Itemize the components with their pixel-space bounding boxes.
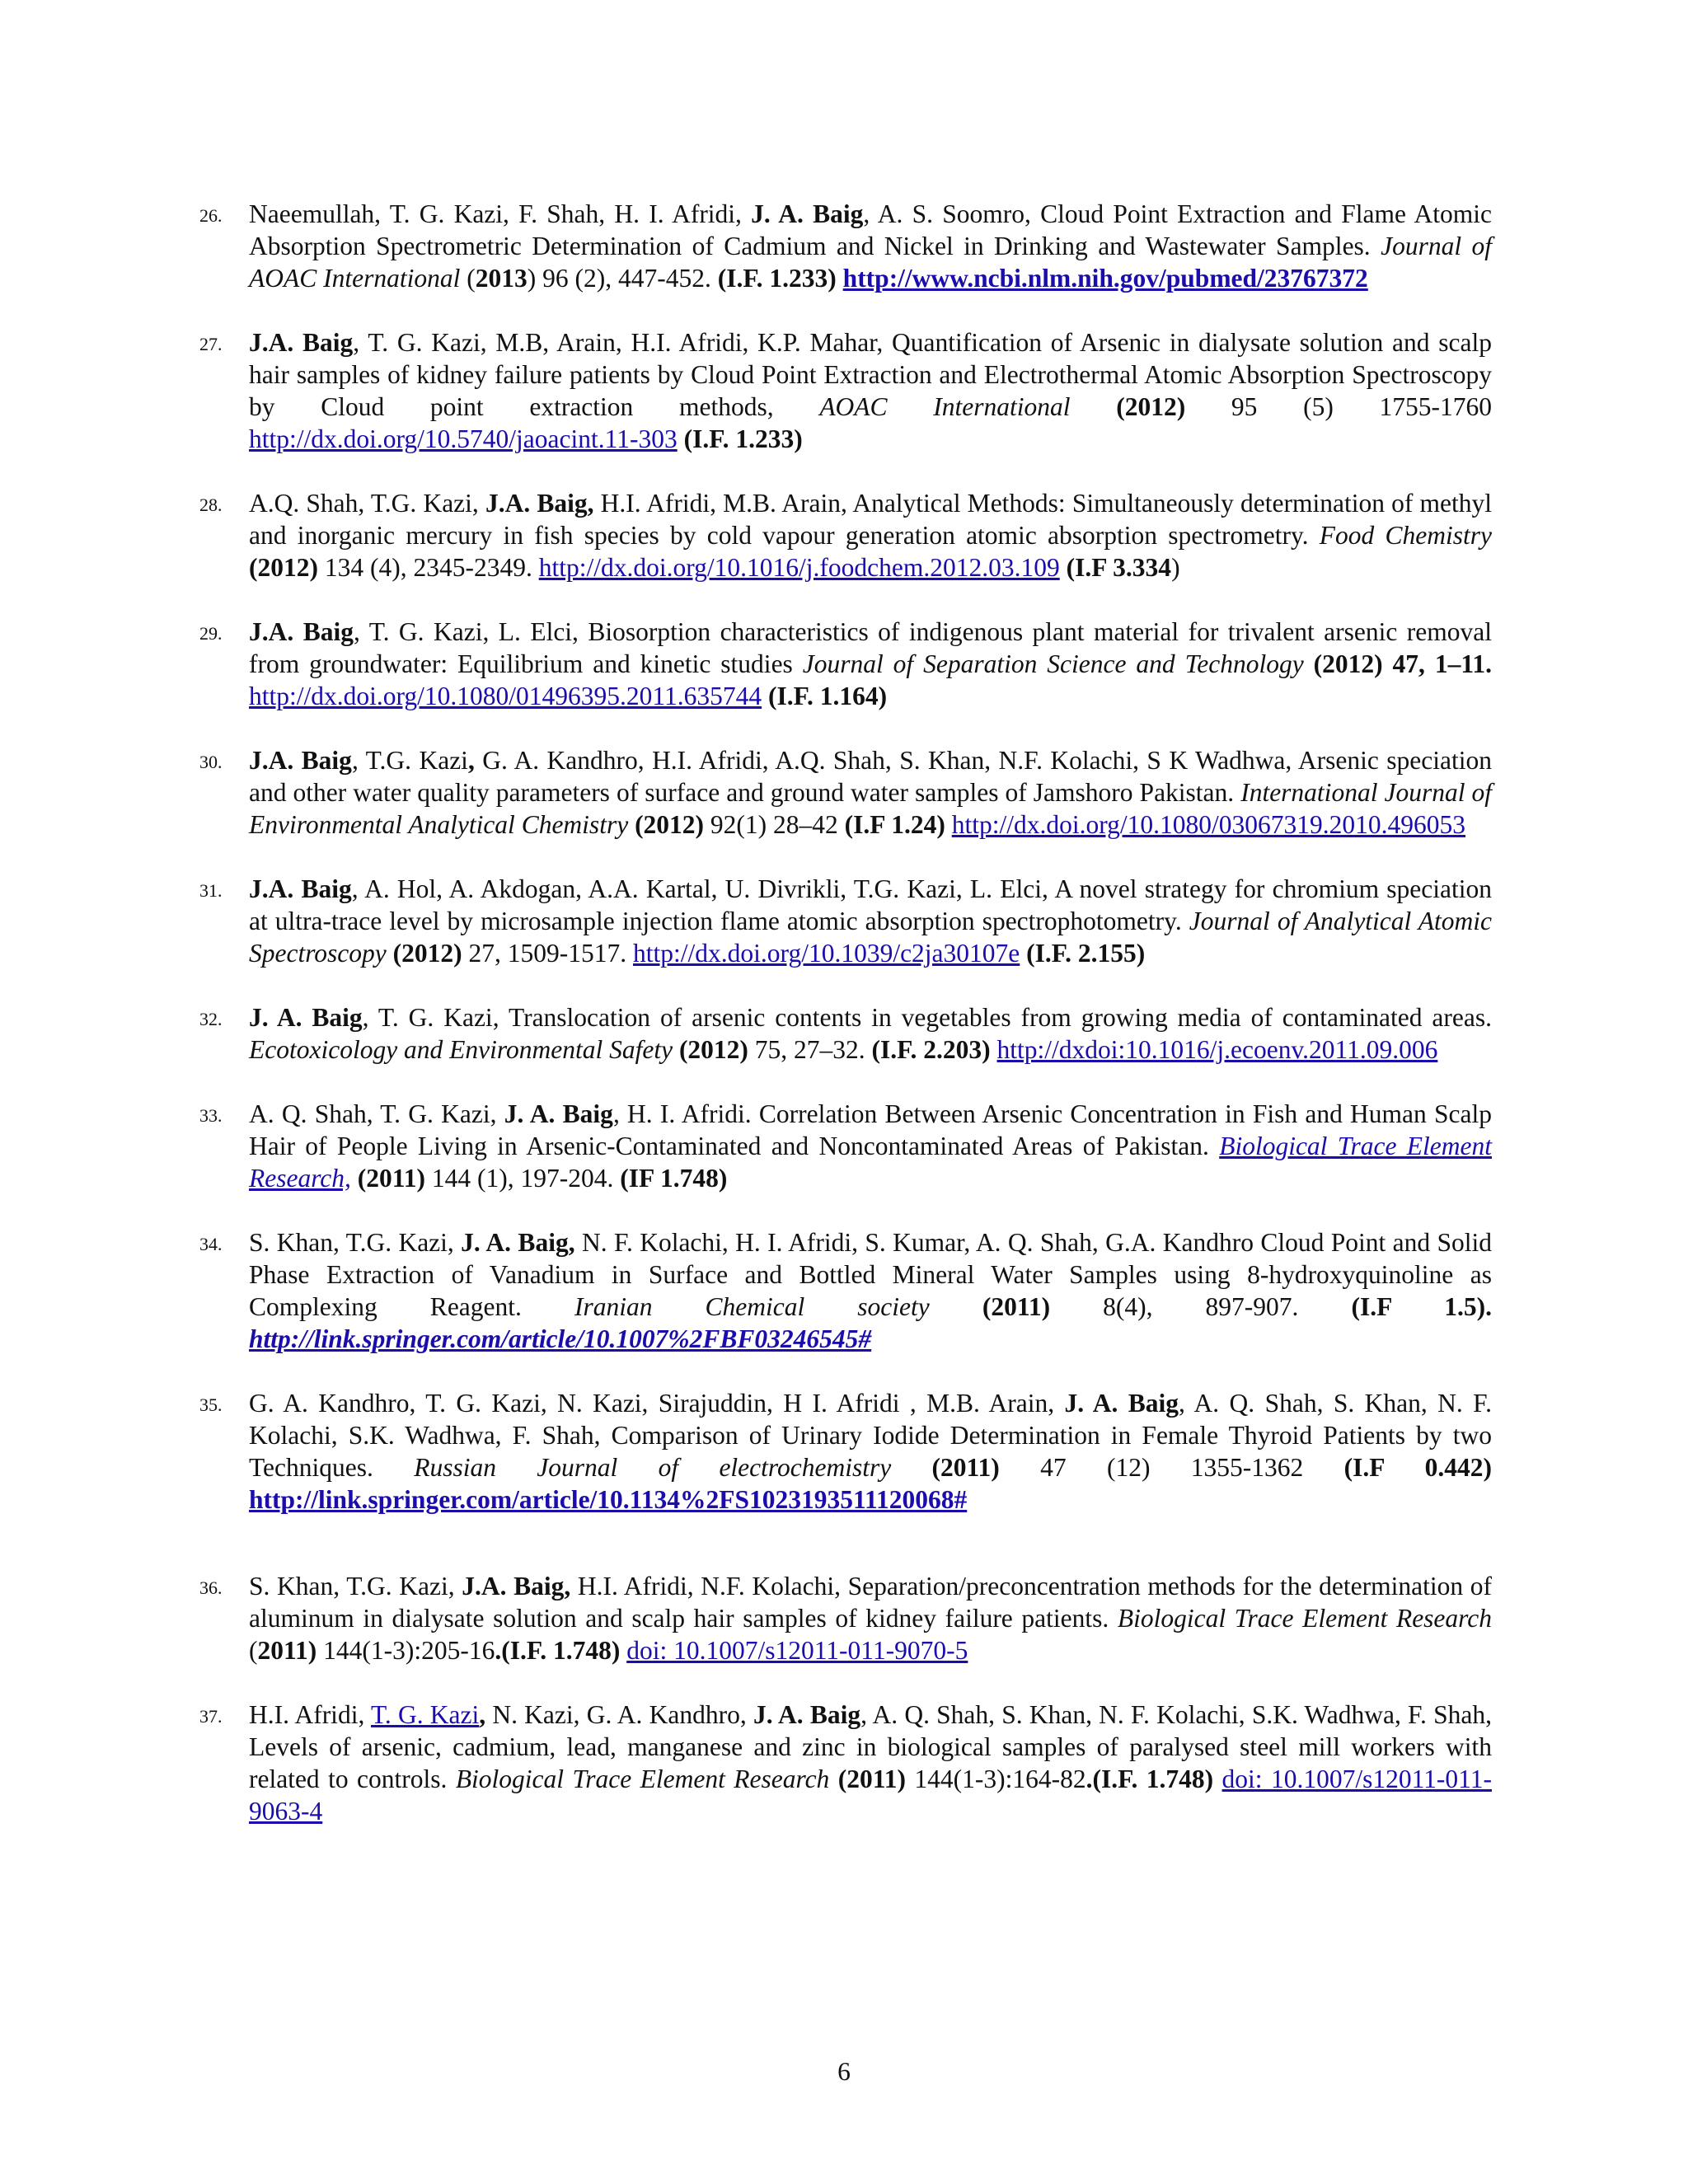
reference-item [199, 1098, 1492, 1194]
bold-text: (I.F 0.442) [1343, 1453, 1492, 1482]
reference-text [891, 1453, 931, 1482]
bold-text: J.A. Baig [249, 328, 354, 357]
reference-number: 29. [199, 623, 223, 644]
reference-item [199, 873, 1492, 969]
bold-text: .(I.F. 1.748) [495, 1636, 621, 1665]
reference-text: 8(4), 897-907. [1050, 1292, 1352, 1321]
bold-text: (IF 1.748) [620, 1164, 728, 1193]
reference-text: , A. Q. Shah, S. Khan, N. F. Kolachi, S.K. Wadhwa, F. Shah, Levels of arsenic, cadmium, lead, manganese and zinc in biological samples of paralysed steel mill workers with related to controls. [249, 1700, 1492, 1793]
reference-text: H.I. Afridi, N.F. Kolachi, Separation/preconcentration methods for the determination of aluminum in dialysate solution and scalp hair samples of kidney failure patients. [249, 1572, 1492, 1633]
bold-text: J. A. Baig, [461, 1228, 575, 1257]
bold-text: J. A. Baig [753, 1700, 861, 1729]
reference-text: , A. S. Soomro, Cloud Point Extraction and Flame Atomic Absorption Spectrometric Determination of Cadmium and Nickel in Drinking and Wastewater Samples. [249, 199, 1492, 260]
reference-link[interactable]: http://dxdoi:10.1016/j.ecoenv.2011.09.006 [996, 1035, 1438, 1064]
reference-number: 27. [199, 334, 223, 354]
reference-number: 35. [199, 1394, 223, 1415]
reference-item [199, 198, 1492, 294]
reference-text: G. A. Kandhro, T. G. Kazi, N. Kazi, Sirajuddin, H I. Afridi , M.B. Arain, [249, 1389, 1065, 1418]
bold-text: (I.F. 2.155) [1026, 939, 1146, 968]
reference-item [199, 326, 1492, 455]
reference-link[interactable]: http://www.ncbi.nlm.nih.gov/pubmed/23767372 [842, 264, 1368, 293]
reference-link[interactable]: Biological Trace Element Research, [249, 1132, 1492, 1193]
reference-text: ) [1171, 553, 1180, 582]
reference-text: S. Khan, T.G. Kazi, [249, 1228, 462, 1257]
reference-list [199, 198, 1492, 1859]
reference-text: , T. G. Kazi, Translocation of arsenic contents in vegetables from growing media of contaminated areas. [362, 1003, 1492, 1032]
bold-text: (2011) [837, 1765, 906, 1793]
bold-text: (2011) [982, 1292, 1051, 1321]
reference-number: 30. [199, 752, 223, 772]
journal-title: Biological Trace Element Research [455, 1765, 830, 1793]
bold-text: (I.F 3.334 [1066, 553, 1172, 582]
reference-text: 134 (4), 2345-2349. [317, 553, 539, 582]
bold-text: J. A. Baig [751, 199, 864, 228]
reference-item [199, 1570, 1492, 1666]
reference-text: S. Khan, T.G. Kazi, [249, 1572, 462, 1601]
reference-text [991, 1035, 997, 1064]
journal-title: Journal of AOAC International [249, 232, 1492, 293]
bold-text: .(I.F. 1.748) [1085, 1765, 1214, 1793]
reference-text: ( [460, 264, 476, 293]
reference-text [1071, 392, 1117, 421]
reference-text: 144 (1), 197-204. [425, 1164, 621, 1193]
reference-text: N. Kazi, G. A. Kandhro, [485, 1700, 753, 1729]
bold-text: (I.F 1.5). [1351, 1292, 1492, 1321]
reference-link[interactable]: http://dx.doi.org/10.1039/c2ja30107e [633, 939, 1020, 968]
reference-text [829, 1765, 837, 1793]
reference-text [1060, 553, 1067, 582]
reference-number: 37. [199, 1706, 223, 1727]
journal-title: Biological Trace Element Research [1117, 1604, 1492, 1633]
reference-link[interactable]: http://dx.doi.org/10.1016/j.foodchem.2012.03.109 [538, 553, 1060, 582]
reference-text: , H. I. Afridi. Correlation Between Arsenic Concentration in Fish and Human Scalp Hair of People Living in Arsenic-Contaminated and Noncontaminated Areas of Pakistan. [249, 1099, 1493, 1160]
reference-text: 92(1) 28–42 [704, 810, 845, 839]
reference-link[interactable]: http://link.springer.com/article/10.1134%2FS1023193511120068# [249, 1485, 968, 1514]
journal-title: Ecotoxicology and Environmental Safety [249, 1035, 673, 1064]
reference-text: , A. Hol, A. Akdogan, A.A. Kartal, U. Divrikli, T.G. Kazi, L. Elci, A novel strategy for chromium speciation at ultra-trace level by microsample injection flame atomic absorption spectrophotometry. [249, 874, 1492, 935]
reference-item [199, 616, 1492, 712]
bold-text: J.A. Baig [249, 746, 352, 775]
bold-text: (2012) [635, 810, 705, 839]
journal-title: Russian Journal of electrochemistry [414, 1453, 892, 1482]
reference-link[interactable]: http://dx.doi.org/10.1080/03067319.2010.496053 [951, 810, 1466, 839]
reference-item [199, 1001, 1492, 1066]
journal-title: Food Chemistry [1319, 521, 1493, 550]
reference-number: 32. [199, 1009, 223, 1029]
reference-text [351, 1164, 358, 1193]
reference-text: A. Q. Shah, T. G. Kazi, [249, 1099, 504, 1128]
reference-number: 28. [199, 494, 223, 515]
reference-text [387, 939, 393, 968]
bold-text: (2012) [1116, 392, 1186, 421]
journal-title: Journal of Separation Science and Technology [802, 649, 1304, 678]
reference-item [199, 1699, 1492, 1827]
reference-text: 27, 1509-1517. [462, 939, 634, 968]
reference-link[interactable]: doi: 10.1007/s12011-011-9063-4 [249, 1765, 1492, 1825]
bold-text: (2012) [249, 553, 318, 582]
bold-text: , [479, 1700, 486, 1729]
page-number: 6 [837, 2057, 851, 2086]
bold-text: J.A. Baig, [485, 489, 594, 518]
reference-text [1304, 649, 1314, 678]
reference-text [1213, 1765, 1221, 1793]
reference-text [945, 810, 952, 839]
reference-text: , T. G. Kazi, L. Elci, Biosorption characteristics of indigenous plant material for trivalent arsenic removal from groundwater: Equilibrium and kinetic studies [249, 617, 1492, 678]
reference-number: 31. [199, 880, 223, 901]
bold-text: (2012) [678, 1035, 748, 1064]
reference-text: 144(1-3):164-82 [905, 1765, 1086, 1793]
reference-text: H.I. Afridi, [249, 1700, 371, 1729]
reference-text [837, 264, 843, 293]
reference-text: , T. G. Kazi, M.B, Arain, H.I. Afridi, K.P. Mahar, Quantification of Arsenic in dialysate solution and scalp hair samples of kidney failure patients by Cloud Point Extraction and Electrothermal Atomic Absorption Spectroscopy by Cloud point extraction methods, [249, 328, 1492, 421]
reference-text: , T.G. Kazi [351, 746, 468, 775]
reference-item [199, 1226, 1492, 1355]
bold-text: (2012) [392, 939, 462, 968]
reference-item [199, 1387, 1492, 1516]
bold-text: J. A. Baig [249, 1003, 363, 1032]
reference-text: 75, 27–32. [748, 1035, 872, 1064]
reference-text: Naeemullah, T. G. Kazi, F. Shah, H. I. Afridi, [249, 199, 752, 228]
bold-text: J.A. Baig [249, 617, 354, 646]
reference-link[interactable]: http://link.springer.com/article/10.1007%2FBF03246545# [249, 1324, 872, 1353]
bold-text: (I.F. 1.233) [683, 424, 803, 453]
bold-text: J.A. Baig, [462, 1572, 571, 1601]
reference-text [673, 1035, 679, 1064]
reference-text: , A. Q. Shah, S. Khan, N. F. Kolachi, S.K. Wadhwa, F. Shah, Comparison of Urinary Iodide Determination in Female Thyroid Patients by two Techniques. [249, 1389, 1492, 1482]
reference-item [199, 744, 1492, 841]
reference-link[interactable]: T. G. Kazi [370, 1700, 480, 1729]
reference-number: 36. [199, 1577, 223, 1598]
reference-text: H.I. Afridi, M.B. Arain, Analytical Methods: Simultaneously determination of methyl and inorganic mercury in fish species by cold vapour generation atomic absorption spectrometry. [249, 489, 1493, 550]
reference-link[interactable]: http://dx.doi.org/10.5740/jaoacint.11-303 [249, 424, 678, 453]
bold-text: (I.F. 1.233) [717, 264, 837, 293]
reference-link[interactable]: http://dx.doi.org/10.1080/01496395.2011.635744 [249, 682, 762, 710]
reference-text: 144(1-3):205-16 [316, 1636, 495, 1665]
reference-text: ) 96 (2), 447-452. [527, 264, 718, 293]
reference-link[interactable]: doi: 10.1007/s12011-011-9070-5 [626, 1636, 968, 1665]
bold-text: (I.F. 2.203) [871, 1035, 991, 1064]
journal-title: Iranian Chemical society [574, 1292, 930, 1321]
reference-number: 26. [199, 205, 223, 226]
bold-text: J. A. Baig [504, 1099, 613, 1128]
bold-text: (2011) [357, 1164, 426, 1193]
journal-title: Journal of Analytical Atomic Spectroscopy [249, 907, 1492, 968]
reference-text: ( [249, 1636, 258, 1665]
reference-text [628, 810, 635, 839]
reference-text [762, 682, 768, 710]
reference-text [930, 1292, 982, 1321]
journal-title: International Journal of Environmental Analytical Chemistry [249, 778, 1492, 839]
bold-text: (2011) [931, 1453, 1000, 1482]
bold-text: J.A. Baig [249, 874, 352, 903]
reference-number: 34. [199, 1234, 223, 1254]
bold-text: (2012) 47, 1–11. [1313, 649, 1492, 678]
bold-text: 2013 [475, 264, 528, 293]
reference-text [1020, 939, 1026, 968]
journal-title: AOAC International [819, 392, 1071, 421]
reference-text: 95 (5) 1755-1760 [1185, 392, 1492, 421]
bold-text: 2011) [257, 1636, 317, 1665]
bold-text: J. A. Baig [1064, 1389, 1179, 1418]
reference-text: A.Q. Shah, T.G. Kazi, [249, 489, 485, 518]
reference-text [678, 424, 684, 453]
bold-text: , [467, 746, 475, 775]
reference-text: 47 (12) 1355-1362 [999, 1453, 1344, 1482]
bold-text: (I.F. 1.164) [768, 682, 888, 710]
reference-text: N. F. Kolachi, H. I. Afridi, S. Kumar, A. Q. Shah, G.A. Kandhro Cloud Point and Solid Phase Extraction of Vanadium in Surface and Bottled Mineral Water Samples using 8-hydroxyquinoline as Complexing Reagent. [249, 1228, 1492, 1321]
reference-item [199, 487, 1492, 583]
bold-text: (I.F 1.24) [844, 810, 945, 839]
reference-number: 33. [199, 1105, 223, 1126]
reference-text: G. A. Kandhro, H.I. Afridi, A.Q. Shah, S. Khan, N.F. Kolachi, S K Wadhwa, Arsenic speciation and other water quality parameters of surface and ground water samples of Jamshoro Pakistan. [249, 746, 1493, 807]
